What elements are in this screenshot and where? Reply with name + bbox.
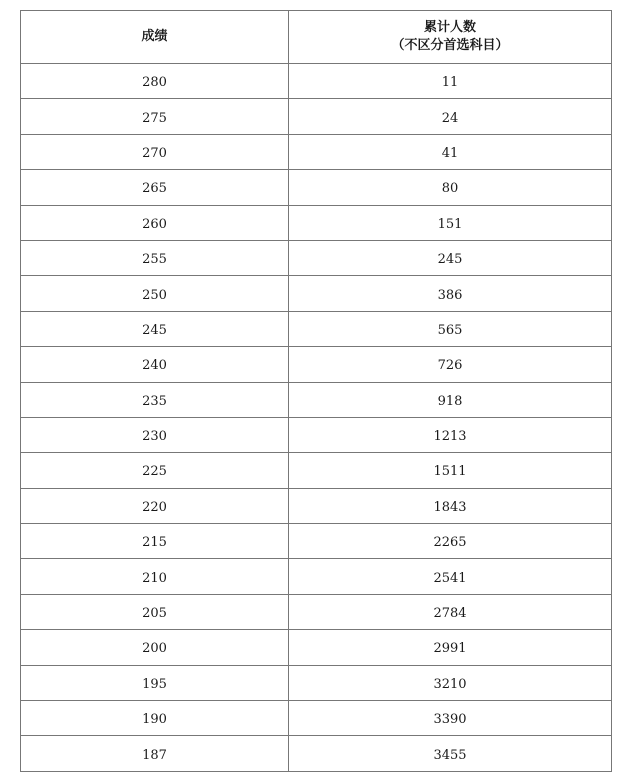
score-cell: 220	[21, 488, 289, 523]
table-row	[21, 488, 612, 523]
score-cell: 225	[21, 453, 289, 488]
score-cell: 270	[21, 134, 289, 169]
table-row	[21, 665, 612, 700]
cumulative-count-cell: 565	[289, 311, 612, 346]
table-row	[21, 453, 612, 488]
score-cell: 205	[21, 594, 289, 629]
score-cell: 195	[21, 665, 289, 700]
cumulative-count-cell: 1511	[289, 453, 612, 488]
score-cell: 187	[21, 736, 289, 771]
table-row	[21, 134, 612, 169]
table-row	[21, 736, 612, 771]
cumulative-count-cell: 41	[289, 134, 612, 169]
cumulative-count-cell: 1843	[289, 488, 612, 523]
table-row	[21, 240, 612, 275]
cumulative-count-cell: 80	[289, 170, 612, 205]
header-count-title: 累计人数	[423, 20, 476, 35]
table-row	[21, 170, 612, 205]
table-row	[21, 347, 612, 382]
table-row	[21, 205, 612, 240]
cumulative-count-cell: 2784	[289, 594, 612, 629]
cumulative-count-cell: 2991	[289, 630, 612, 665]
cumulative-count-cell: 2541	[289, 559, 612, 594]
score-cell: 235	[21, 382, 289, 417]
cumulative-count-cell: 3455	[289, 736, 612, 771]
cumulative-count-cell: 11	[289, 64, 612, 99]
score-cell: 250	[21, 276, 289, 311]
table-header	[21, 11, 612, 64]
header-cumulative-count	[289, 11, 612, 64]
cumulative-count-cell: 386	[289, 276, 612, 311]
score-cell: 265	[21, 170, 289, 205]
cumulative-count-cell: 151	[289, 205, 612, 240]
table-row	[21, 417, 612, 452]
cumulative-count-cell: 726	[289, 347, 612, 382]
score-cell: 255	[21, 240, 289, 275]
table-row	[21, 524, 612, 559]
table-row	[21, 64, 612, 99]
score-distribution-table	[20, 10, 612, 772]
cumulative-count-cell: 24	[289, 99, 612, 134]
cumulative-count-cell: 918	[289, 382, 612, 417]
table-row	[21, 276, 612, 311]
score-cell: 245	[21, 311, 289, 346]
header-score: 成绩	[21, 11, 289, 64]
score-cell: 200	[21, 630, 289, 665]
score-cell: 240	[21, 347, 289, 382]
table-body	[21, 64, 612, 772]
score-cell: 260	[21, 205, 289, 240]
score-cell: 190	[21, 701, 289, 736]
table-row	[21, 701, 612, 736]
table-row	[21, 559, 612, 594]
score-cell: 230	[21, 417, 289, 452]
score-cell: 210	[21, 559, 289, 594]
table-row	[21, 311, 612, 346]
cumulative-count-cell: 2265	[289, 524, 612, 559]
header-count-subtitle: （不区分首选科目）	[391, 38, 509, 53]
table-row	[21, 594, 612, 629]
cumulative-count-cell: 245	[289, 240, 612, 275]
table-row	[21, 99, 612, 134]
score-cell: 275	[21, 99, 289, 134]
header-row	[21, 11, 612, 64]
table-row	[21, 382, 612, 417]
score-cell: 215	[21, 524, 289, 559]
cumulative-count-cell: 1213	[289, 417, 612, 452]
table-row	[21, 630, 612, 665]
cumulative-count-cell: 3210	[289, 665, 612, 700]
score-cell: 280	[21, 64, 289, 99]
cumulative-count-cell: 3390	[289, 701, 612, 736]
